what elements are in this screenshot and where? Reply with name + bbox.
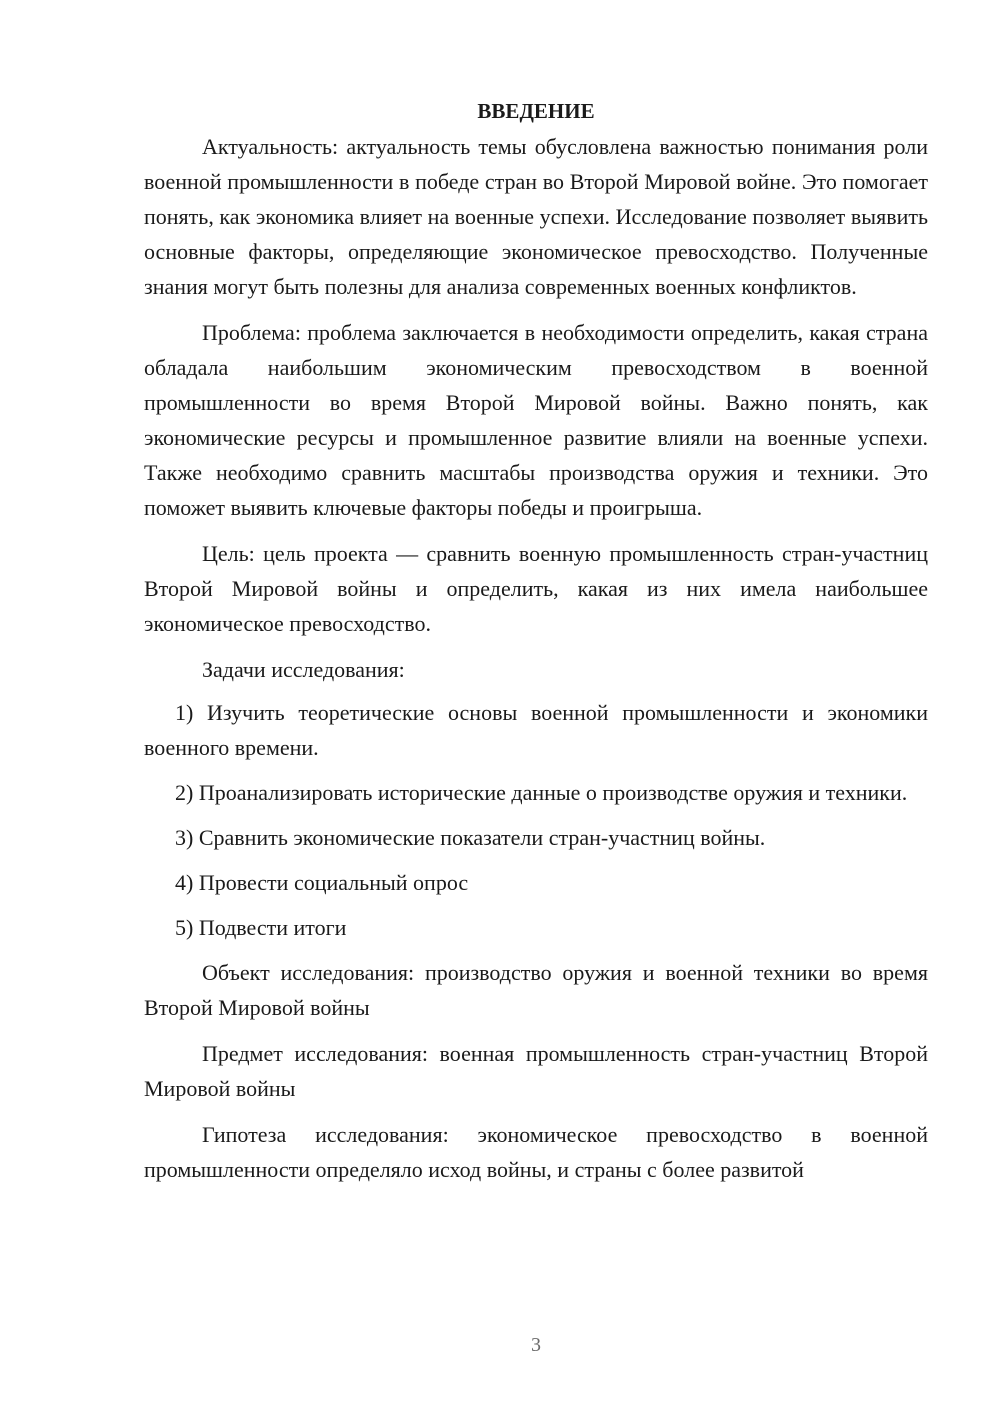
task-item-3: 3) Сравнить экономические показатели стран-участниц войны. — [175, 825, 766, 850]
paragraph-relevance: Актуальность: актуальность темы обусловлена важностью понимания роли военной промышленности в победе стран во Второй Мировой войне. Это помогает понять, как экономика влияет на военные успехи. Исследование позволяет выявить основные факторы, определяющие экономическое превосходство. Полученные знания могут быть полезны для анализа современных военных конфликтов. — [144, 134, 928, 299]
paragraph-goal: Цель: цель проекта — сравнить военную промышленность стран-участниц Второй Мировой войны и определить, какая из них имела наибольшее экономическое превосходство. — [144, 541, 928, 636]
task-item-1: 1) Изучить теоретические основы военной промышленности и экономики военного времени. — [144, 700, 928, 760]
paragraph-problem: Проблема: проблема заключается в необходимости определить, какая страна обладала наибольшим экономическим превосходством в военной промышленности во время Второй Мировой войны. Важно понять, как экономические ресурсы и промышленное развитие влияли на военные успехи. Также необходимо сравнить масштабы производства оружия и техники. Это поможет выявить ключевые факторы победы и проигрыша. — [144, 320, 928, 520]
paragraph-tasks-heading: Задачи исследования: — [202, 657, 405, 682]
page-content — [144, 94, 928, 1198]
paragraph-hypothesis: Гипотеза исследования: экономическое превосходство в военной промышленности определяло исход войны, и страны с более развитой — [144, 1122, 928, 1182]
page-number: 3 — [531, 1334, 541, 1356]
paragraph-object: Объект исследования: производство оружия и военной техники во время Второй Мировой войны — [144, 960, 928, 1020]
task-item-4: 4) Провести социальный опрос — [175, 870, 469, 895]
paragraph-subject: Предмет исследования: военная промышленность стран-участниц Второй Мировой войны — [144, 1041, 928, 1101]
task-item-5: 5) Подвести итоги — [175, 915, 347, 940]
task-item-2: 2) Проанализировать исторические данные о производстве оружия и техники. — [175, 780, 908, 805]
section-title: ВВЕДЕНИЕ — [477, 99, 595, 123]
